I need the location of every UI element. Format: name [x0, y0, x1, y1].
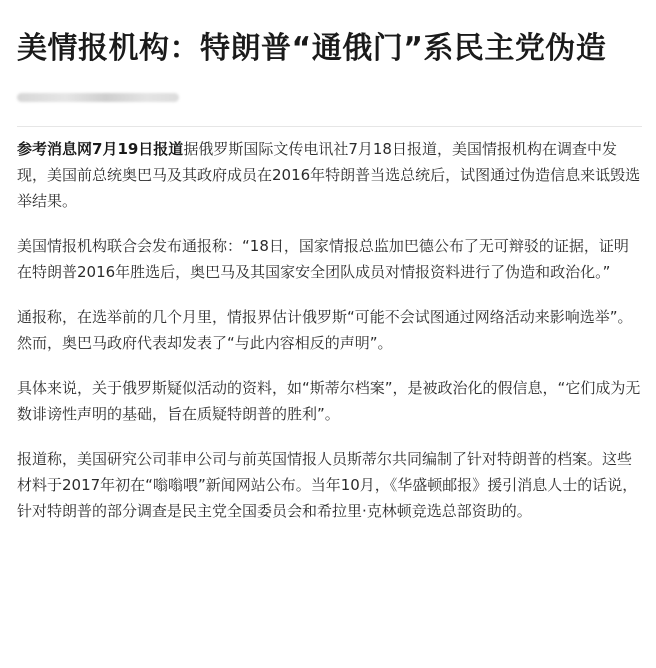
- paragraph-4: 具体来说，关于俄罗斯疑似活动的资料，如“斯蒂尔档案”，是被政治化的假信息，“它们成为无数诽谤性声明的基础，旨在质疑特朗普的胜利”。: [17, 379, 641, 423]
- paragraph-2: 美国情报机构联合会发布通报称：“18日，国家情报总监加巴德公布了无可辩驳的证据，证明在特朗普2016年胜选后，奥巴马及其国家安全团队成员对情报资料进行了伪造和政治化。”: [17, 237, 629, 281]
- source-lead: 参考消息网7月19日报道: [17, 140, 184, 158]
- article-title: 美情报机构：特朗普“通俄门”系民主党伪造: [17, 31, 607, 66]
- paragraph-1-text: 据俄罗斯国际文传电讯社7月18日报道，美国情报机构在调查中发现，美国前总统奥巴马及其政府成员在2016年特朗普当选总统后，试图通过伪造信息来诋毁选举结果。: [17, 140, 641, 210]
- blurred-byline: [17, 93, 179, 102]
- divider: [17, 126, 642, 127]
- paragraph-3: 通报称，在选举前的几个月里，情报界估计俄罗斯“可能不会试图通过网络活动来影响选举”。然而，奥巴马政府代表却发表了“与此内容相反的声明”。: [17, 308, 633, 352]
- paragraph-5: 报道称，美国研究公司菲申公司与前英国情报人员斯蒂尔共同编制了针对特朗普的档案。这些材料于2017年初在“嗡嗡喂”新闻网站公布。当年10月，《华盛顿邮报》援引消息人士的话说，针对特朗普的部分调查是民主党全国委员会和希拉里·克林顿竞选总部资助的。: [17, 450, 638, 520]
- article-meta: [17, 88, 642, 106]
- paragraph-1: [17, 136, 642, 214]
